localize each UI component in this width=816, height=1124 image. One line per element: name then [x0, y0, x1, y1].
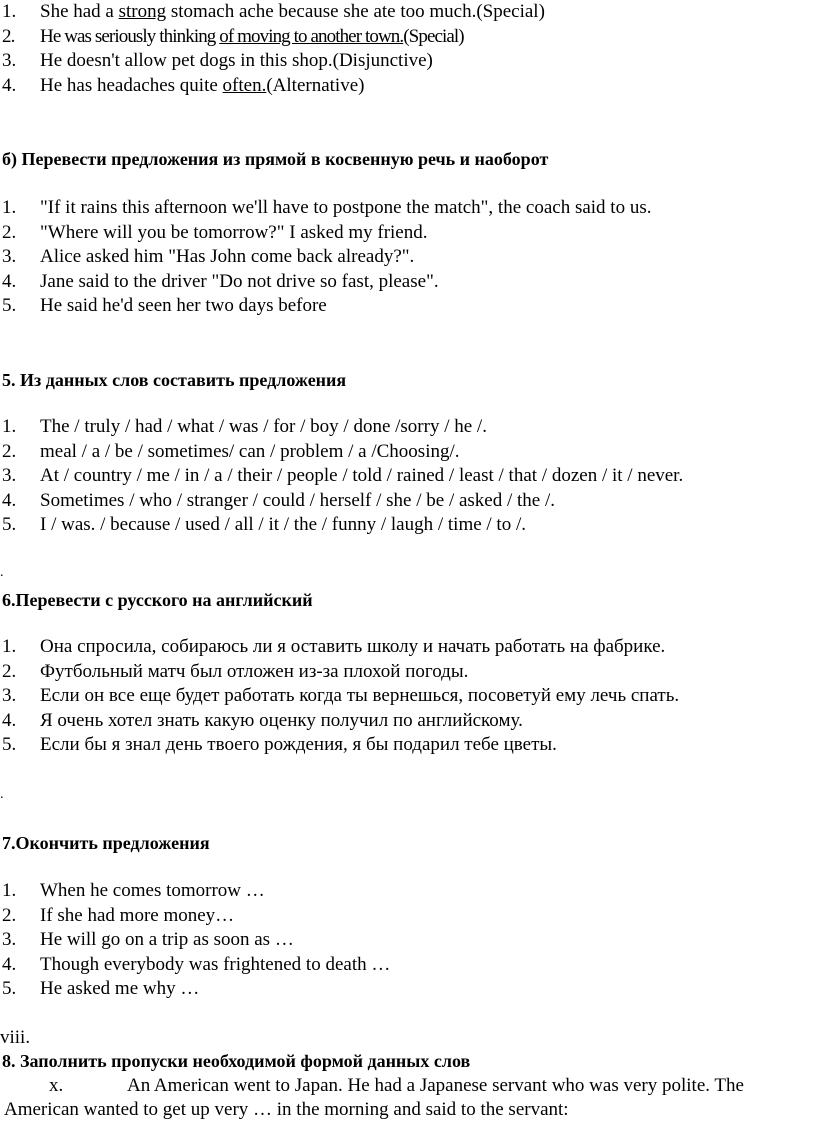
item-number: 4. — [2, 74, 17, 96]
item-text: "Where will you be tomorrow?" I asked my friend. — [40, 221, 428, 243]
section-5-heading: 5. Из данных слов составить предложения — [2, 370, 347, 390]
underlined-phrase: often. — [222, 74, 267, 96]
paragraph-line: American wanted to get up very … in the morning and said to the servant: — [4, 1099, 569, 1120]
item-text: I / was. / because / used / all / it / the / funny / laugh / time / to /. — [40, 514, 526, 535]
item-text: He said he'd seen her two days before — [40, 295, 327, 316]
item-number: 1. — [2, 880, 17, 901]
item-number: 2. — [2, 904, 17, 926]
item-number: 3. — [2, 50, 17, 71]
item-number: 3. — [2, 246, 17, 267]
item-text: He asked me why … — [40, 978, 200, 999]
item-number: 4. — [2, 489, 17, 511]
item-number: 3. — [2, 929, 17, 950]
item-number: 3. — [2, 685, 17, 706]
paragraph-line: An American went to Japan. He had a Japanese servant who was very polite. The — [127, 1075, 744, 1096]
item-text: He doesn't allow pet dogs in this shop.(Disjunctive) — [40, 50, 433, 71]
item-text: Alice asked him "Has John come back already?". — [40, 246, 415, 267]
item-number: 1. — [2, 197, 17, 218]
item-text: The / truly / had / what / was / for / boy / done /sorry / he /. — [40, 416, 487, 437]
item-text: She had a strong stomach ache because she ate too much.(Special) — [40, 1, 545, 22]
list-marker: . — [0, 787, 4, 802]
item-number: 5. — [2, 978, 17, 999]
item-number: 4. — [2, 953, 17, 975]
item-number: 1. — [2, 636, 17, 657]
item-text: Я очень хотел знать какую оценку получил по английскому. — [40, 709, 523, 731]
item-number: 2. — [2, 660, 17, 682]
item-text: Though everybody was frightened to death … — [40, 953, 391, 975]
paragraph-number: x. — [49, 1075, 64, 1096]
section-7-heading: 7.Окончить предложения — [2, 833, 210, 853]
section-b-heading: б) Перевести предложения из прямой в косвенную речь и наоборот — [2, 149, 549, 169]
item-number: 2. — [2, 221, 17, 243]
section-8-heading: 8. Заполнить пропуски необходимой формой данных слов — [2, 1051, 471, 1071]
item-text: When he comes tomorrow … — [40, 880, 265, 901]
item-text: Она спросила, собираюсь ли я оставить школу и начать работать на фабрике. — [40, 636, 666, 657]
item-text: He was seriously thinking of moving to another town.(Special) — [40, 25, 464, 47]
underlined-phrase: strong — [118, 1, 167, 22]
section-6-heading: 6.Перевести с русского на английский — [2, 590, 313, 610]
underlined-phrase: of moving to another town. — [219, 25, 404, 47]
item-text: He will go on a trip as soon as … — [40, 929, 294, 950]
list-marker: viii. — [0, 1027, 31, 1048]
item-number: 5. — [2, 734, 17, 755]
item-text: At / country / me / in / a / their / people / told / rained / least / that / dozen / it / never. — [40, 465, 684, 486]
item-text: Sometimes / who / stranger / could / herself / she / be / asked / the /. — [40, 489, 556, 511]
item-text: Если он все еще будет работать когда ты вернешься, посоветуй ему лечь спать. — [40, 685, 680, 706]
item-number: 2. — [2, 440, 17, 462]
item-number: 2. — [2, 25, 15, 47]
item-text: meal / a / be / sometimes/ can / problem / a /Choosing/. — [40, 440, 460, 462]
item-number: 4. — [2, 709, 17, 731]
item-text: If she had more money… — [40, 904, 235, 926]
item-text: Jane said to the driver "Do not drive so fast, please". — [40, 270, 439, 292]
item-text: Если бы я знал день твоего рождения, я бы подарил тебе цветы. — [40, 734, 557, 755]
item-number: 3. — [2, 465, 17, 486]
item-text: "If it rains this afternoon we'll have to postpone the match", the coach said to us. — [40, 197, 652, 218]
item-number: 1. — [2, 1, 17, 22]
item-number: 4. — [2, 270, 17, 292]
item-text: He has headaches quite often.(Alternative) — [40, 74, 365, 96]
list-marker: . — [0, 565, 4, 580]
item-text: Футбольный матч был отложен из-за плохой погоды. — [40, 660, 469, 682]
item-number: 5. — [2, 514, 17, 535]
item-number: 1. — [2, 416, 17, 437]
item-number: 5. — [2, 295, 17, 316]
